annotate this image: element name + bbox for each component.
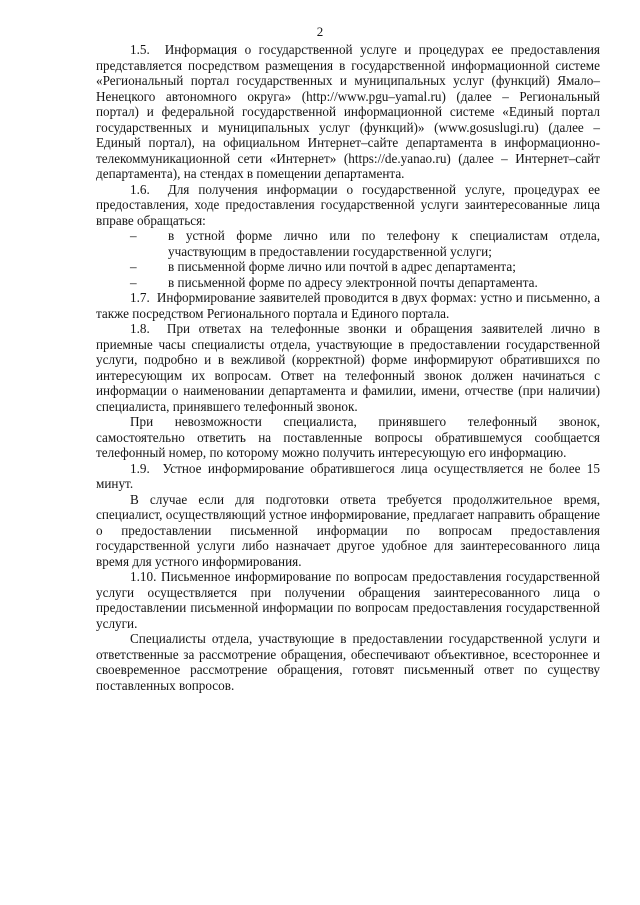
list-marker: – — [130, 259, 137, 274]
paragraph-1-5: 1.5. Информация о государственной услуге и процедурах ее предоставления представляется посредством размещения в государственной информационной системе «Региональный портал государственных и муниципальных услуг (функций) Ямало–Ненецкого автономного округа» (http://www.pgu–yamal.ru) (далее – Региональный портал) и федеральной государственной информационной системе «Единый портал государственных и муниципальных услуг (функций)» (www.gosuslugi.ru) (далее – Единый портал), на официальном Интернет–сайте департамента в информационно-телекоммуникационной сети «Интернет» (https://de.yanao.ru) (далее – Интернет–сайт департамента), на стендах в помещении департамента. — [96, 42, 600, 181]
paragraph-1-9-continued: В случае если для подготовки ответа требуется продолжительное время, специалист, осуществляющий устное информирование, предлагает направить обращение о предоставлении письменной информации по вопросам предоставления государственной услуги либо назначает другое удобное для заинтересованного лица время для устного информирования. — [96, 491, 600, 569]
paragraph-1-8-continued: При невозможности специалиста, принявшего телефонный звонок, самостоятельно ответить на поставленные вопросы обратившемуся сообщается телефонный номер, по которому можно получить интересующую его информацию. — [96, 414, 600, 460]
paragraph-1-10-continued: Специалисты отдела, участвующие в предоставлении государственной услуги и ответственные за рассмотрение обращения, обеспечивают объективное, всестороннее и своевременное рассмотрение обращения, готовят письменный ответ по существу поставленных вопросов. — [96, 631, 600, 693]
paragraph-1-8: 1.8. При ответах на телефонные звонки и обращения заявителей лично в приемные часы специалисты отдела, участвующие в предоставлении государственной услуги, подробно и в вежливой (корректной) форме информируют обратившихся по интересующим их вопросам. Ответ на телефонный звонок должен начинаться с информации о наименовании департамента и фамилии, имени, отчестве (при наличии) специалиста, принявшего телефонный звонок. — [96, 321, 600, 414]
list-item — [96, 228, 600, 259]
list-marker: – — [130, 228, 137, 243]
list-item — [96, 275, 600, 291]
list-marker: – — [130, 274, 137, 290]
paragraph-1-6: 1.6. Для получения информации о государственной услуге, процедурах ее предоставления, ходе предоставления государственной услуги заинтересованные лица вправе обращаться: — [96, 181, 600, 228]
list-item — [96, 259, 600, 275]
paragraph-1-9: 1.9. Устное информирование обратившегося лица осуществляется не более 15 минут. — [96, 460, 600, 491]
list-item-text: в устной форме лично или по телефону к специалистам отдела, участвующим в предоставлении государственной услуги; — [168, 228, 600, 259]
list-item-text: в письменной форме по адресу электронной почты департамента. — [168, 274, 538, 290]
document-body — [96, 42, 600, 693]
list-item-text: в письменной форме лично или почтой в адрес департамента; — [168, 259, 516, 274]
paragraph-1-7: 1.7. Информирование заявителей проводится в двух формах: устно и письменно, а также посредством Регионального портала и Единого портала. — [96, 290, 600, 321]
page-number: 2 — [316, 24, 324, 39]
paragraph-1-10: 1.10. Письменное информирование по вопросам предоставления государственной услуги осуществляется при получении обращения заинтересованного лица о предоставлении письменной информации по вопросам предоставления государственной услуги. — [96, 569, 600, 631]
